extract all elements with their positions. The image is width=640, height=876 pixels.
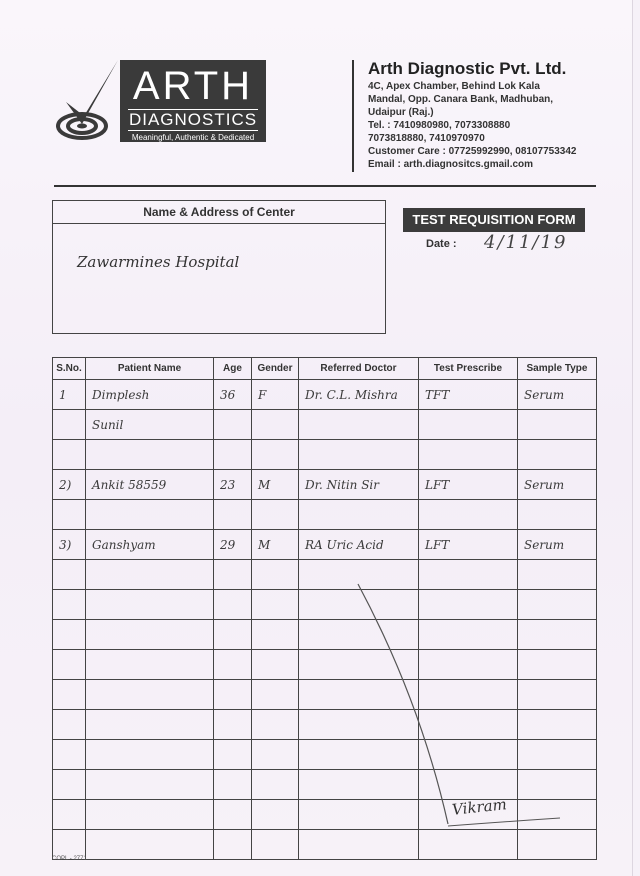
table-cell[interactable] — [214, 800, 252, 830]
table-cell[interactable]: Ankit 58559 — [86, 470, 214, 500]
table-row — [53, 590, 597, 620]
column-header: Gender — [252, 358, 299, 380]
table-cell[interactable] — [214, 710, 252, 740]
table-cell[interactable]: 36 — [214, 380, 252, 410]
column-header: Sample Type — [518, 358, 597, 380]
table-cell[interactable] — [518, 710, 597, 740]
column-header: Test Prescribe — [419, 358, 518, 380]
table-cell[interactable] — [252, 590, 299, 620]
logo-subtitle: DIAGNOSTICS — [128, 110, 258, 129]
table-cell[interactable] — [214, 560, 252, 590]
table-cell[interactable] — [518, 590, 597, 620]
table-row — [53, 380, 597, 410]
table-cell[interactable] — [86, 680, 214, 710]
table-row — [53, 500, 597, 530]
table-cell[interactable]: Sunil — [86, 410, 214, 440]
table-cell[interactable] — [252, 740, 299, 770]
table-cell[interactable] — [86, 710, 214, 740]
table-cell[interactable] — [252, 680, 299, 710]
table-row — [53, 740, 597, 770]
table-cell[interactable]: Ganshyam — [86, 530, 214, 560]
header-rule — [54, 185, 596, 187]
center-name-field[interactable]: Zawarmines Hospital — [77, 253, 240, 271]
company-phone-line: Tel. : 7410980980, 7073308880 — [368, 120, 511, 131]
table-cell[interactable] — [518, 740, 597, 770]
table-cell[interactable] — [299, 620, 419, 650]
table-cell[interactable] — [518, 680, 597, 710]
logo-divider — [128, 130, 258, 131]
table-cell[interactable] — [419, 620, 518, 650]
table-cell[interactable] — [419, 740, 518, 770]
column-header: Age — [214, 358, 252, 380]
table-cell[interactable] — [53, 740, 86, 770]
table-cell[interactable] — [53, 770, 86, 800]
table-cell[interactable] — [214, 590, 252, 620]
table-cell[interactable] — [86, 800, 214, 830]
table-cell[interactable] — [299, 680, 419, 710]
table-cell[interactable] — [419, 560, 518, 590]
table-cell[interactable]: Serum — [518, 470, 597, 500]
company-address-line: 4C, Apex Chamber, Behind Lok Kala — [368, 81, 540, 92]
table-cell[interactable] — [299, 830, 419, 860]
test-requisition-table — [52, 357, 597, 860]
table-cell[interactable] — [53, 410, 86, 440]
column-header: S.No. — [53, 358, 86, 380]
company-name: Arth Diagnostic Pvt. Ltd. — [368, 59, 567, 78]
form-code: COPL - 2771 — [52, 856, 87, 862]
table-row — [53, 440, 597, 470]
table-cell[interactable] — [214, 650, 252, 680]
table-cell[interactable]: TFT — [419, 380, 518, 410]
company-address-line: Udaipur (Raj.) — [368, 107, 434, 118]
table-cell[interactable] — [518, 800, 597, 830]
table-cell[interactable]: 3) — [53, 530, 86, 560]
table-cell[interactable] — [299, 650, 419, 680]
table-cell[interactable] — [252, 770, 299, 800]
table-row — [53, 560, 597, 590]
table-cell[interactable] — [518, 620, 597, 650]
table-cell[interactable] — [53, 680, 86, 710]
table-row — [53, 470, 597, 500]
table-cell[interactable] — [518, 770, 597, 800]
table-cell[interactable]: 2) — [53, 470, 86, 500]
table-cell[interactable] — [53, 800, 86, 830]
table-cell[interactable]: Serum — [518, 530, 597, 560]
table-cell[interactable] — [252, 710, 299, 740]
table-cell[interactable] — [214, 680, 252, 710]
table-cell[interactable] — [214, 620, 252, 650]
table-cell[interactable] — [86, 440, 214, 470]
table-cell[interactable] — [252, 830, 299, 860]
date-field[interactable]: 4/11/19 — [484, 232, 568, 253]
company-address-line: Mandal, Opp. Canara Bank, Madhuban, — [368, 94, 554, 105]
table-cell[interactable] — [419, 650, 518, 680]
table-cell[interactable]: 23 — [214, 470, 252, 500]
table-cell[interactable] — [214, 830, 252, 860]
table-cell[interactable] — [299, 710, 419, 740]
column-header: Referred Doctor — [299, 358, 419, 380]
table-cell[interactable] — [252, 800, 299, 830]
table-cell[interactable] — [518, 650, 597, 680]
table-cell[interactable] — [419, 590, 518, 620]
table-row — [53, 620, 597, 650]
table-cell[interactable] — [53, 650, 86, 680]
table-cell[interactable] — [53, 620, 86, 650]
table-cell[interactable] — [252, 440, 299, 470]
table-cell[interactable] — [518, 500, 597, 530]
table-cell[interactable]: Dr. C.L. Mishra — [299, 380, 419, 410]
table-cell[interactable] — [86, 650, 214, 680]
brand-logo — [120, 60, 266, 142]
table-cell[interactable] — [299, 740, 419, 770]
table-cell[interactable] — [252, 620, 299, 650]
table-cell[interactable] — [86, 740, 214, 770]
customer-care-line: Customer Care : 07725992990, 08107753342 — [368, 146, 577, 157]
table-cell[interactable] — [86, 500, 214, 530]
table-cell[interactable]: LFT — [419, 530, 518, 560]
table-cell[interactable] — [419, 500, 518, 530]
center-address-box — [52, 200, 386, 334]
table-cell[interactable] — [214, 440, 252, 470]
table-cell[interactable] — [518, 410, 597, 440]
table-cell[interactable]: Dimplesh — [86, 380, 214, 410]
table-cell[interactable] — [53, 500, 86, 530]
table-cell[interactable] — [299, 500, 419, 530]
signature: Vikram — [451, 795, 508, 819]
date-label: Date : — [426, 238, 457, 250]
table-cell[interactable] — [53, 590, 86, 620]
table-cell[interactable] — [299, 410, 419, 440]
table-cell[interactable]: RA Uric Acid — [299, 530, 419, 560]
table-cell[interactable] — [86, 620, 214, 650]
table-cell[interactable] — [86, 770, 214, 800]
table-cell[interactable] — [252, 650, 299, 680]
form-title: TEST REQUISITION FORM — [403, 208, 585, 232]
table-cell[interactable] — [518, 830, 597, 860]
table-cell[interactable] — [53, 560, 86, 590]
table-row — [53, 680, 597, 710]
table-cell[interactable] — [86, 830, 214, 860]
table-cell[interactable]: 29 — [214, 530, 252, 560]
table-cell[interactable] — [53, 440, 86, 470]
header-divider — [352, 60, 354, 172]
table-cell[interactable] — [419, 440, 518, 470]
company-phone-line: 7073818880, 7410970970 — [368, 133, 485, 144]
table-cell[interactable] — [214, 410, 252, 440]
table-cell[interactable]: M — [252, 530, 299, 560]
table-cell[interactable]: F — [252, 380, 299, 410]
table-cell[interactable]: LFT — [419, 470, 518, 500]
table-cell[interactable] — [252, 560, 299, 590]
column-header: Patient Name — [86, 358, 214, 380]
table-cell[interactable] — [53, 830, 86, 860]
table-cell[interactable] — [252, 410, 299, 440]
table-cell[interactable] — [419, 680, 518, 710]
table-cell[interactable] — [299, 590, 419, 620]
table-cell[interactable] — [518, 560, 597, 590]
target-check-logo-icon — [52, 58, 122, 142]
table-cell[interactable] — [299, 440, 419, 470]
table-row — [53, 530, 597, 560]
table-cell[interactable] — [299, 800, 419, 830]
table-cell[interactable]: Serum — [518, 380, 597, 410]
table-cell[interactable] — [419, 410, 518, 440]
table-cell[interactable] — [252, 500, 299, 530]
email-line: Email : arth.diagnositcs.gmail.com — [368, 159, 534, 170]
logo-name: ARTH — [132, 64, 254, 108]
center-heading: Name & Address of Center — [53, 201, 385, 224]
table-cell[interactable] — [53, 710, 86, 740]
table-header-row — [53, 358, 597, 380]
table-cell[interactable] — [86, 560, 214, 590]
table-cell[interactable] — [214, 500, 252, 530]
table-cell[interactable]: 1 — [53, 380, 86, 410]
table-row — [53, 800, 597, 830]
table-row — [53, 710, 597, 740]
table-row — [53, 650, 597, 680]
table-cell[interactable] — [299, 770, 419, 800]
table-cell[interactable]: M — [252, 470, 299, 500]
table-cell[interactable] — [419, 710, 518, 740]
table-cell[interactable] — [299, 560, 419, 590]
table-row — [53, 830, 597, 860]
table-cell[interactable]: Dr. Nitin Sir — [299, 470, 419, 500]
table-cell[interactable] — [86, 590, 214, 620]
company-info — [368, 58, 608, 171]
table-cell[interactable] — [214, 740, 252, 770]
table-cell[interactable] — [214, 770, 252, 800]
table-row — [53, 770, 597, 800]
table-cell[interactable] — [518, 440, 597, 470]
table-row — [53, 410, 597, 440]
logo-tagline: Meaningful, Authentic & Dedicated — [131, 133, 255, 142]
table-cell[interactable] — [419, 830, 518, 860]
